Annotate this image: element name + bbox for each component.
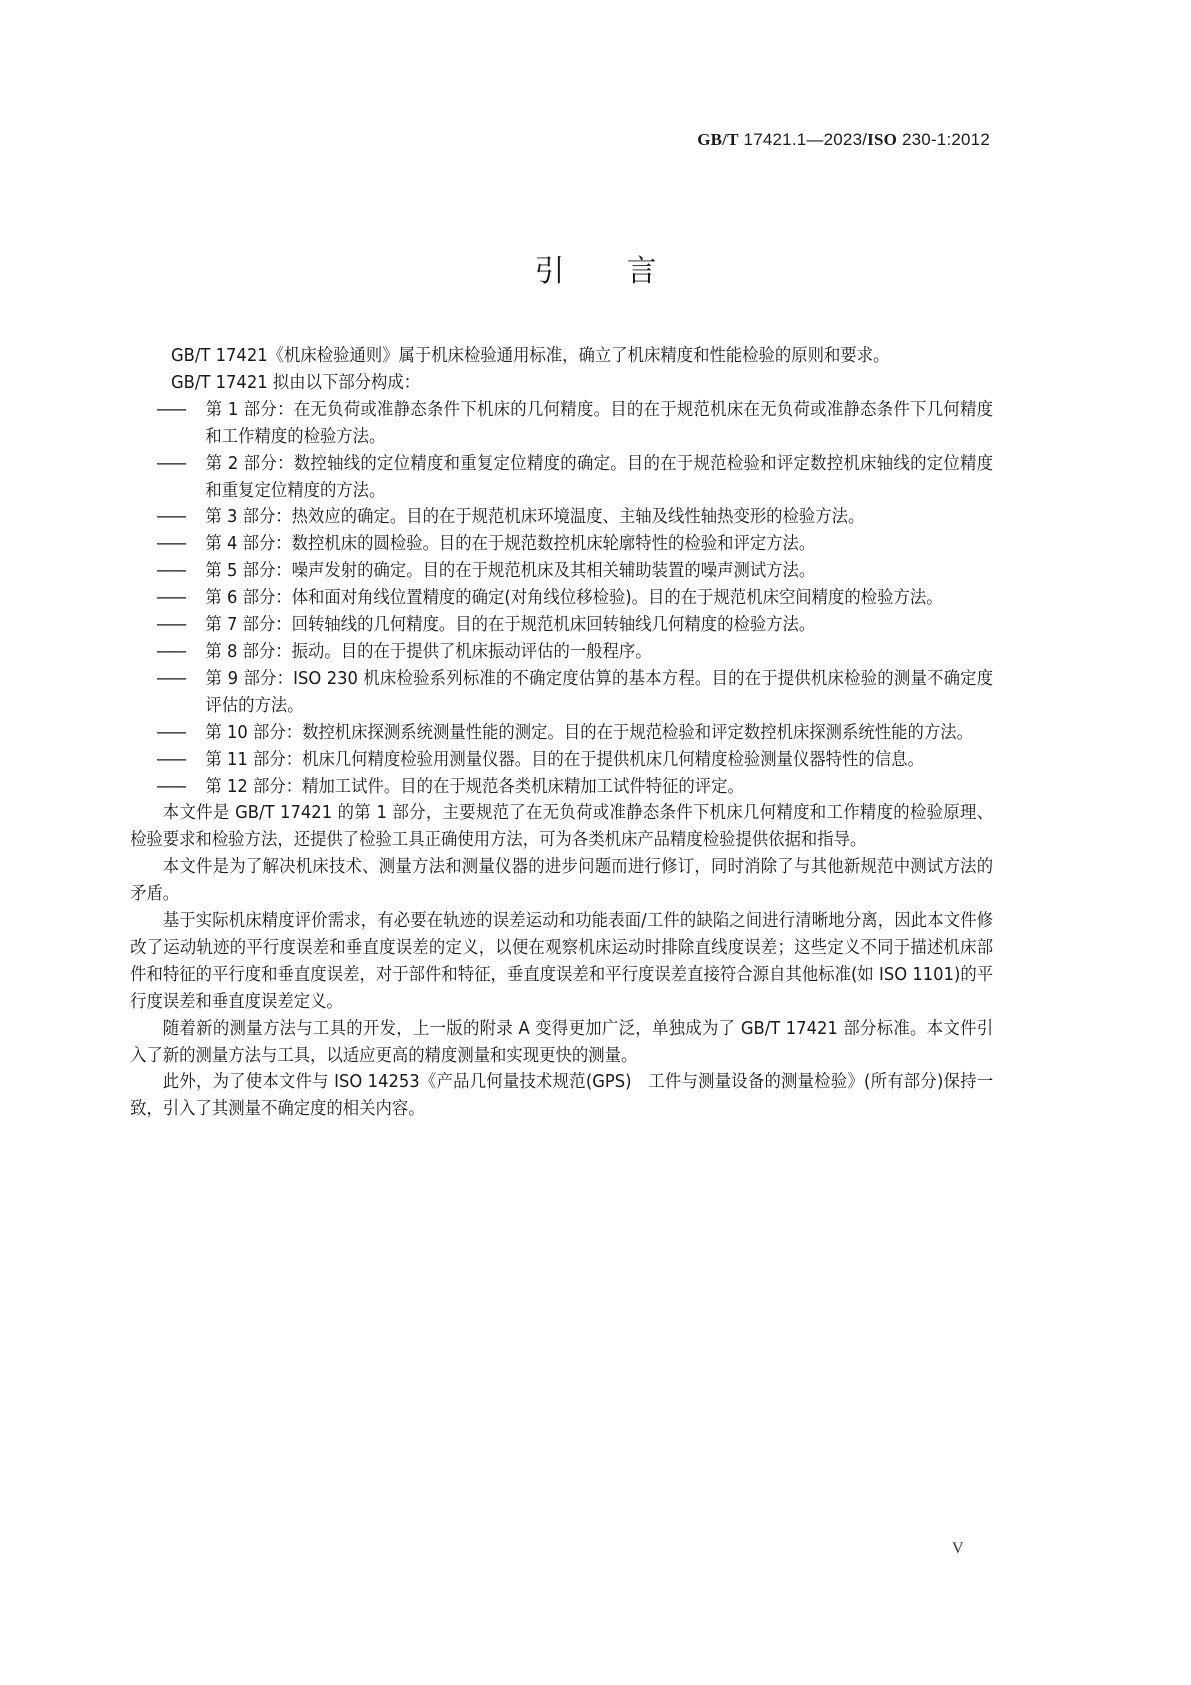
body-paragraph-revision: 本文件是为了解决机床技术、测量方法和测量仪器的进步问题而进行修订，同时消除了与其他新规范中测试方法的矛盾。	[130, 857, 994, 905]
body-paragraph-iso14253: 此外，为了使本文件与 ISO 14253《产品几何量技术规范(GPS) 工件与测量设备的测量检验》(所有部分)保持一致，引入了其测量不确定度的相关内容。	[130, 1072, 994, 1120]
em-dash: ——	[156, 588, 186, 609]
list-item-text: 第 1 部分：在无负荷或准静态条件下机床的几何精度。目的在于规范机床在无负荷或准静态条件下几何精度和工作精度的检验方法。	[205, 399, 994, 447]
list-item-text: 第 3 部分：热效应的确定。目的在于规范机床环境温度、主轴及线性轴热变形的检验方法。	[205, 507, 865, 528]
body-paragraph-scope: 本文件是 GB/T 17421 的第 1 部分，主要规范了在无负荷或准静态条件下机床几何精度和工作精度的检验原理、检验要求和检验方法，还提供了检验工具正确使用方法，可为各类机床产品精度检验提供依据和指导。	[130, 803, 994, 851]
standard-number-header	[0, 130, 990, 150]
em-dash: ——	[156, 722, 186, 743]
list-item-part-8	[156, 639, 993, 666]
em-dash: ——	[156, 453, 186, 474]
list-item-part-12	[156, 774, 993, 801]
em-dash: ——	[156, 561, 186, 582]
intro-paragraph-1: GB/T 17421《机床检验通则》属于机床检验通用标准，确立了机床精度和性能检验的原则和要求。	[171, 346, 890, 366]
document-body	[130, 343, 994, 1123]
list-item-part-2	[156, 451, 993, 505]
header-iso-label: ISO	[867, 130, 898, 149]
list-item-part-11	[156, 747, 993, 774]
body-paragraph-definitions: 基于实际机床精度评价需求，有必要在轨迹的误差运动和功能表面/工件的缺陷之间进行清晰地分离，因此本文件修改了运动轨迹的平行度误差和垂直度误差的定义，以便在观察机床运动时排除直线度误差；这些定义不同于描述机床部件和特征的平行度和垂直度误差，对于部件和特征，垂直度误差和平行度误差直接符合源自其他标准(如 ISO 1101)的平行度误差和垂直度误差定义。	[130, 911, 994, 1012]
list-item-part-6	[156, 585, 993, 612]
header-iso-number: 230-1:2012	[897, 130, 990, 149]
page-number: V	[952, 1540, 964, 1557]
list-item-part-9	[156, 666, 993, 720]
list-item-text: 第 7 部分：回转轴线的几何精度。目的在于规范机床回转轴线几何精度的检验方法。	[205, 615, 816, 636]
list-item-text: 第 11 部分：机床几何精度检验用测量仪器。目的在于提供机床几何精度检验测量仪器特性的信息。	[205, 749, 924, 770]
em-dash: ——	[156, 668, 186, 689]
em-dash: ——	[156, 749, 186, 770]
header-gbt-label: GB/T	[697, 130, 739, 149]
parts-list	[156, 397, 994, 801]
list-item-text: 第 6 部分：体和面对角线位置精度的确定(对角线位移检验)。目的在于规范机床空间精度的检验方法。	[205, 588, 943, 609]
body-paragraph-annex: 随着新的测量方法与工具的开发，上一版的附录 A 变得更加广泛，单独成为了 GB/T 17421 部分标准。本文件引入了新的测量方法与工具，以适应更高的精度测量和实现更快的测量。	[130, 1018, 994, 1066]
page-title: 引言	[534, 254, 719, 290]
list-item-text: 第 8 部分：振动。目的在于提供了机床振动评估的一般程序。	[205, 641, 652, 662]
header-gbt-number: 17421.1—2023/	[738, 130, 868, 149]
em-dash: ——	[156, 615, 186, 636]
list-item-text: 第 2 部分：数控轴线的定位精度和重复定位精度的确定。目的在于规范检验和评定数控机床轴线的定位精度和重复定位精度的方法。	[205, 453, 994, 501]
list-item-text: 第 10 部分：数控机床探测系统测量性能的测定。目的在于规范检验和评定数控机床探测系统性能的方法。	[205, 722, 973, 743]
list-item-text: 第 9 部分：ISO 230 机床检验系列标准的不确定度估算的基本方程。目的在于提供机床检验的测量不确定度评估的方法。	[205, 668, 994, 716]
list-item-text: 第 5 部分：噪声发射的确定。目的在于规范机床及其相关辅助装置的噪声测试方法。	[205, 561, 816, 582]
list-item-text: 第 12 部分：精加工试件。目的在于规范各类机床精加工试件特征的评定。	[205, 776, 744, 797]
em-dash: ——	[156, 776, 186, 797]
list-item-part-7	[156, 612, 993, 639]
list-item-part-5	[156, 558, 993, 585]
em-dash: ——	[156, 507, 186, 528]
list-item-part-10	[156, 720, 993, 747]
em-dash: ——	[156, 641, 186, 662]
em-dash: ——	[156, 399, 186, 420]
list-item-text: 第 4 部分：数控机床的圆检验。目的在于规范数控机床轮廓特性的检验和评定方法。	[205, 534, 816, 555]
list-item-part-3	[156, 504, 993, 531]
list-item-part-4	[156, 531, 993, 558]
em-dash: ——	[156, 534, 186, 555]
intro-paragraph-2: GB/T 17421 拟由以下部分构成：	[171, 372, 421, 393]
list-item-part-1	[156, 397, 993, 451]
